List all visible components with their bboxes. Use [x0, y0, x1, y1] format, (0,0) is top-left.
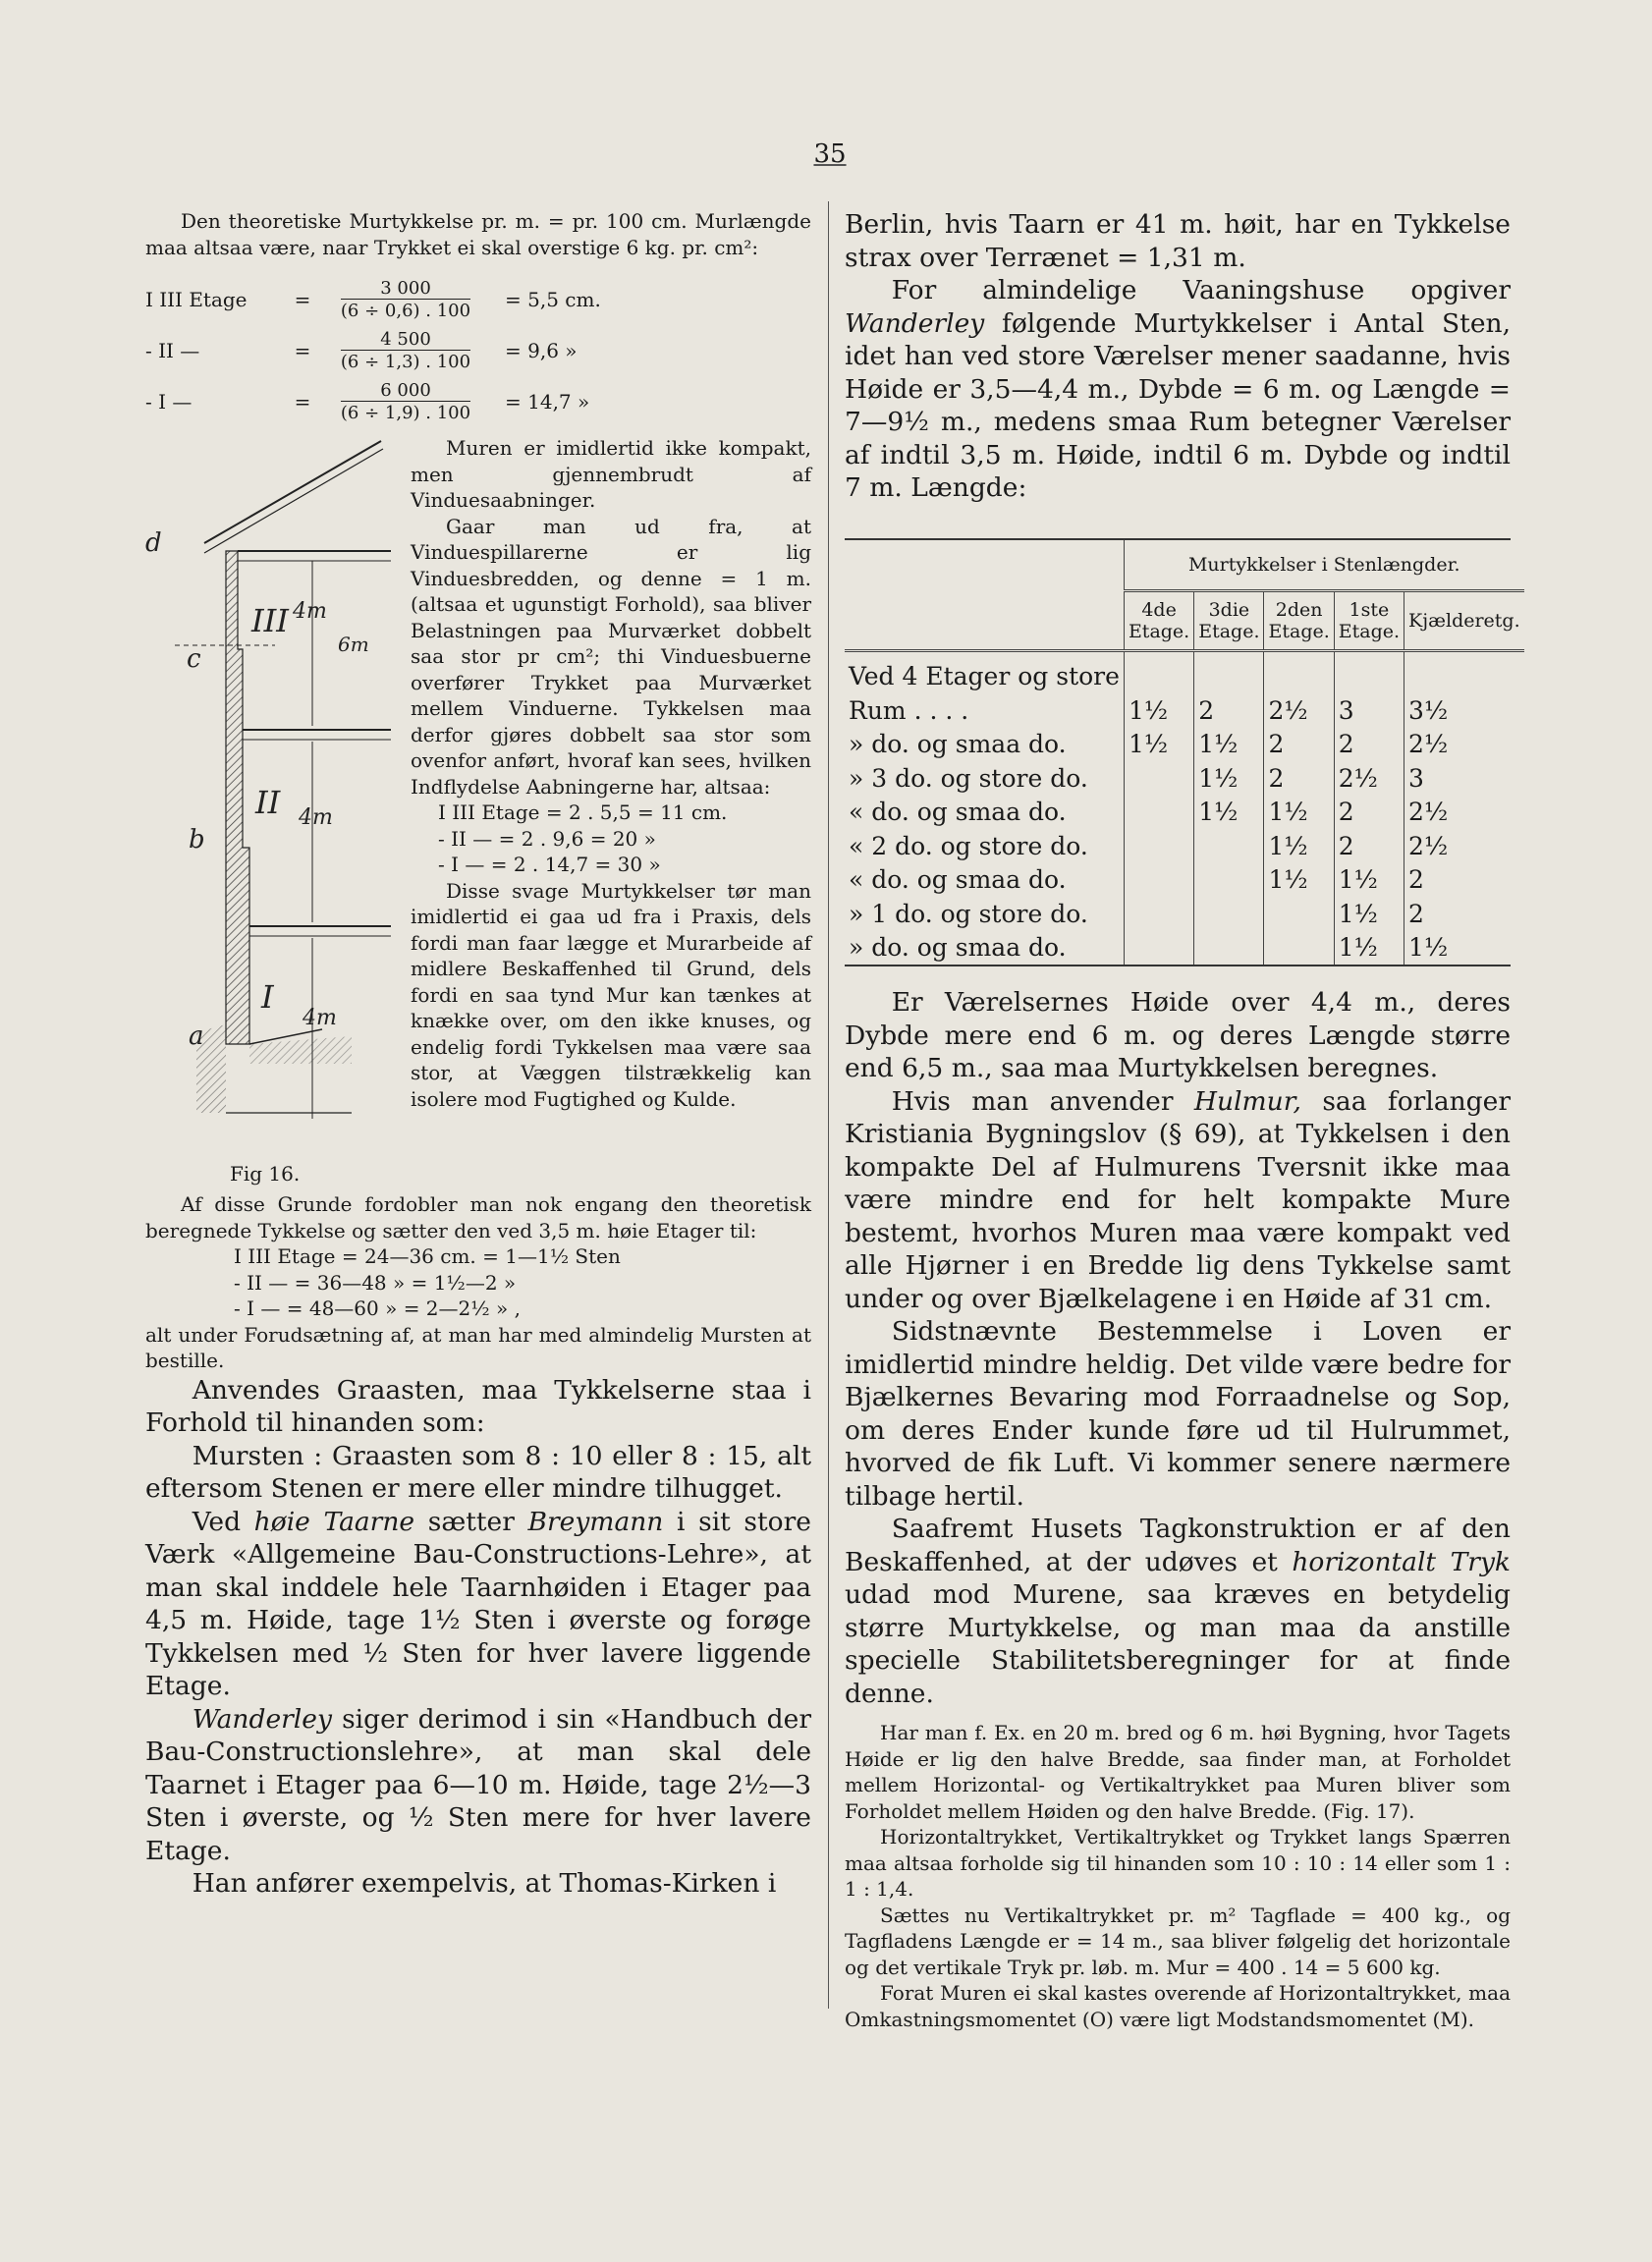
- table-cell: 1½: [1264, 863, 1334, 898]
- height-label-III: 4m: [293, 599, 327, 624]
- table-cell: 1½: [1194, 796, 1264, 830]
- paragraph: Mursten : Graasten som 8 : 10 eller 8 : 15, alt eftersom Stenen er mere eller mindre tilhugget.: [145, 1440, 811, 1504]
- table-cell: 1½: [1264, 829, 1334, 863]
- paragraph: alt under Forudsætning af, at man har med almindelig Mursten at bestille.: [145, 1322, 811, 1372]
- table-cell: [1194, 863, 1264, 898]
- table-row: [845, 728, 1524, 762]
- table-cell: 1½: [1194, 728, 1264, 762]
- result-line: - I — = 2 . 14,7 = 30 »: [438, 853, 661, 876]
- row-label: » do. og smaa do.: [849, 933, 1067, 963]
- result-line: I III Etage = 2 . 5,5 = 11 cm.: [438, 800, 728, 824]
- floor-label-I: I: [261, 978, 274, 1016]
- text-run-italic: høie Taarne: [253, 1506, 415, 1537]
- wall-hatch: [226, 551, 249, 1044]
- table-corner: [845, 540, 1124, 591]
- table-cell: 1½: [1334, 931, 1404, 965]
- table-cell: 2½: [1404, 728, 1524, 762]
- text-run-italic: horizontalt Tryk: [1292, 1546, 1511, 1577]
- paragraph: Sættes nu Vertikaltrykket pr. m² Tagflade = 400 kg., og Tagfladens Længde er = 14 m., saa bliver følgelig det horizontale og det vertikale Tryk pr. løb. m. Mur = 400 . 14 = 5 600 kg.: [845, 1903, 1511, 1979]
- text-run: sætter: [414, 1506, 528, 1537]
- table-row: [845, 761, 1524, 796]
- column-header: 1ste Etage.: [1334, 590, 1404, 650]
- result-line: - II — = 2 . 9,6 = 20 »: [438, 826, 656, 851]
- figure-letter-d: d: [145, 528, 162, 558]
- doubling-list: [145, 1243, 811, 1322]
- row-label: » do. og smaa do.: [849, 730, 1067, 759]
- wall-section-figure: [145, 435, 411, 1162]
- right-column: [845, 208, 1520, 2032]
- intro-paragraph: Den theoretiske Murtykkelse pr. m. = pr. 100 cm. Murlængde maa altsaa være, naar Trykket ei skal overstige 6 kg. pr. cm²:: [145, 209, 811, 259]
- width-label-6m: 6m: [338, 633, 369, 656]
- table-cell: [1124, 796, 1193, 830]
- formula-result: = 9,6 »: [505, 339, 578, 362]
- formula-label: - I —: [145, 390, 193, 414]
- formula-row: [145, 325, 811, 376]
- formula-label: - II —: [145, 339, 200, 362]
- doubling-after: [145, 1322, 811, 1374]
- table-cell: 2: [1264, 728, 1334, 762]
- height-label-II: 4m: [299, 805, 333, 830]
- column-header: Kjælderetg.: [1404, 590, 1524, 650]
- table-row: [845, 931, 1524, 965]
- table-cell: 2: [1404, 863, 1524, 898]
- paragraph: Horizontaltrykket, Vertikaltrykket og Trykket langs Spærren maa altsaa forholde sig til hinanden som 10 : 10 : 14 eller som 1 : 1 : 1,4.: [845, 1825, 1511, 1901]
- row-label: « do. og smaa do.: [849, 798, 1067, 827]
- formula-eq: =: [294, 288, 311, 311]
- table-cell: [1124, 897, 1193, 931]
- text-run-italic: Hulmur,: [1193, 1085, 1301, 1117]
- paragraph: [145, 1506, 811, 1703]
- table-group-header: Murtykkelser i Stenlængder.: [1124, 540, 1523, 591]
- figure-letter-b: b: [189, 825, 205, 855]
- table-cell: 2: [1334, 829, 1404, 863]
- formula-row: [145, 274, 811, 325]
- table-cell: [1124, 931, 1193, 965]
- table-row: [845, 796, 1524, 830]
- figure-16-block: [145, 435, 811, 1191]
- text-run: udad mod Murene, saa kræves en betydelig større Murtykkelse, og man maa da anstille specielle Stabilitetsberegninger for at finde denne.: [845, 1579, 1511, 1709]
- table-cell: 3: [1404, 761, 1524, 796]
- table-row: [845, 863, 1524, 898]
- text-run: siger derimod i sin «Handbuch der Bau-Constructionslehre», at man skal dele Taarnet i Etager paa 6—10 m. Høide, tage 2½—3 Sten i øverste, og ½ Sten mere for hver lavere Etage.: [145, 1703, 811, 1866]
- table-cell: 3: [1334, 693, 1404, 728]
- row-label: Ved 4 Etager og store: [849, 662, 1120, 691]
- row-label: » 1 do. og store do.: [849, 899, 1088, 928]
- main-text-left: [145, 1374, 811, 1901]
- column-divider: [828, 201, 829, 2009]
- text-run: For almindelige Vaaningshuse opgiver: [891, 275, 1511, 305]
- formula-denominator: (6 ÷ 1,9) . 100: [340, 402, 471, 423]
- table-cell: [1264, 650, 1334, 693]
- left-column: [145, 208, 811, 1901]
- table-cell: 1½: [1124, 728, 1193, 762]
- formula-numerator: 3 000: [380, 277, 431, 299]
- formula-result: = 14,7 »: [505, 390, 590, 414]
- table-cell: 1½: [1264, 796, 1334, 830]
- table-cell: 1½: [1334, 863, 1404, 898]
- table-cell: [1124, 829, 1193, 863]
- table-cell: [1264, 897, 1334, 931]
- intro-text: [145, 208, 811, 260]
- text-run: følgende Murtykkelser i Antal Sten, idet han ved store Værelser mener saadanne, hvis Høide er 3,5—4,4 m., Dybde = 6 m. og Længde = 7—9½ m., medens smaa Rum betegner Værelser af indtil 3,5 m. Høide, indtil 6 m. Dybde og indtil 7 m. Længde:: [845, 307, 1511, 503]
- floor-label-II: II: [255, 784, 281, 821]
- table-cell: [1124, 863, 1193, 898]
- list-item: I III Etage = 24—36 cm. = 1—1½ Sten: [234, 1244, 621, 1268]
- page-number: 35: [813, 139, 847, 169]
- formula-fraction: [322, 279, 489, 321]
- column-header: 4de Etage.: [1124, 590, 1193, 650]
- row-label: Rum . . . .: [849, 695, 969, 725]
- table-cell: 2½: [1404, 796, 1524, 830]
- floor-label-III: III: [251, 602, 289, 639]
- figure-letter-a: a: [189, 1021, 204, 1051]
- table-cell: [1194, 897, 1264, 931]
- formula-numerator: 6 000: [380, 379, 431, 401]
- paragraph: [845, 1085, 1511, 1316]
- formula-denominator: (6 ÷ 1,3) . 100: [340, 351, 471, 372]
- text-run-italic: Wanderley: [192, 1703, 332, 1735]
- paragraph: [845, 274, 1511, 505]
- figure-caption: Fig 16.: [230, 1162, 301, 1186]
- small-text-right: [845, 1720, 1511, 2032]
- doubling-section: [145, 1191, 811, 1243]
- text-run: Hvis man anvender: [891, 1085, 1194, 1117]
- table-cell: 2½: [1264, 693, 1334, 728]
- formula-numerator: 4 500: [380, 328, 431, 350]
- table-cell: 2½: [1334, 761, 1404, 796]
- table-cell: 2: [1194, 693, 1264, 728]
- paragraph: Er Værelsernes Høide over 4,4 m., deres Dybde mere end 6 m. og deres Længde større end 6,5 m., saa maa Murtykkelsen beregnes.: [845, 987, 1511, 1083]
- text-run: Saafremt Husets Tagkonstruktion er af den Beskaffenhed, at der udøves et: [845, 1514, 1511, 1577]
- table-cell: 1½: [1404, 931, 1524, 965]
- table-cell: 1½: [1194, 761, 1264, 796]
- text-run: i sit store Værk «Allgemeine Bau-Constructions-Lehre», at man skal inddele hele Taarnhøiden i Etager paa 4,5 m. Høide, tage 1½ Sten i øverste og forøge Tykkelsen med ½ Sten for hver lavere liggende Etage.: [145, 1506, 811, 1701]
- paragraph: Muren er imidlertid ikke kompakt, men gjennembrudt af Vinduesaabninger.: [411, 436, 811, 512]
- paragraph: Han anfører exempelvis, at Thomas-Kirken i: [192, 1868, 777, 1899]
- table-cell: [1124, 761, 1193, 796]
- table-body: [845, 650, 1524, 965]
- text-run: Ved: [192, 1506, 254, 1537]
- wall-thickness-table: [845, 538, 1520, 967]
- table-cell: 1½: [1124, 693, 1193, 728]
- paragraph: Anvendes Graasten, maa Tykkelserne staa i Forhold til hinanden som:: [145, 1374, 811, 1438]
- table-corner-lower: [845, 590, 1124, 650]
- row-label: « do. og smaa do.: [849, 865, 1067, 895]
- table-cell: 2: [1264, 761, 1334, 796]
- main-text-right-2: [845, 986, 1511, 1710]
- table-cell: [1194, 650, 1264, 693]
- roof-line: [204, 441, 381, 543]
- table-row: [845, 829, 1524, 863]
- row-label: « 2 do. og store do.: [849, 831, 1088, 860]
- table-cell: 2: [1404, 897, 1524, 931]
- formula-result: = 5,5 cm.: [505, 288, 601, 311]
- table-cell: [1404, 650, 1524, 693]
- row-label: » 3 do. og store do.: [849, 763, 1088, 793]
- formula-label: I III Etage: [145, 288, 248, 311]
- formula-block: [145, 274, 811, 427]
- table-cell: 3½: [1404, 693, 1524, 728]
- table-cell: 2: [1334, 796, 1404, 830]
- figure-side-text: [411, 435, 811, 1112]
- paragraph: Berlin, hvis Taarn er 41 m. høit, har en Tykkelse strax over Terrænet = 1,31 m.: [845, 209, 1511, 273]
- formula-eq: =: [294, 339, 311, 362]
- table-cell: [1334, 650, 1404, 693]
- paragraph: Af disse Grunde fordobler man nok engang den theoretisk beregnede Tykkelse og sætter den ved 3,5 m. høie Etager til:: [145, 1192, 811, 1242]
- height-label-I: 4m: [303, 1006, 337, 1030]
- formula-fraction: [322, 330, 489, 372]
- column-header: 3die Etage.: [1194, 590, 1264, 650]
- formula-eq: =: [294, 390, 311, 414]
- list-item: - II — = 36—48 » = 1½—2 »: [234, 1270, 517, 1295]
- formula-denominator: (6 ÷ 0,6) . 100: [340, 300, 471, 321]
- text-run-italic: Breymann: [527, 1506, 664, 1537]
- figure-letter-c: c: [187, 644, 201, 674]
- paragraph: Sidstnævnte Bestemmelse i Loven er imidlertid mindre heldig. Det vilde være bedre for Bjælkernes Bevaring mod Forraadnelse og Sop, om deres Ender kunde føre ud til Hulrummet, hvorved de fik Luft. Vi kommer senere nærmere tilbage hertil.: [845, 1316, 1511, 1512]
- table-cell: [1124, 650, 1193, 693]
- paragraph: Gaar man ud fra, at Vinduespillarerne er lig Vinduesbredden, og denne = 1 m. (altsaa et ugunstigt Forhold), saa bliver Belastningen paa Murværket dobbelt saa stor pr cm²; thi Vinduesbuerne overfører Trykket paa Murværket mellem Vinduerne. Tykkelsen maa derfor gjøres dobbelt saa stor som ovenfor anført, hvoraf kan sees, hvilken Indflydelse Aabningerne har, altsaa:: [411, 514, 811, 799]
- table-row: [845, 897, 1524, 931]
- table-cell: 2½: [1404, 829, 1524, 863]
- table-cell: 1½: [1334, 897, 1404, 931]
- formula-row: [145, 376, 811, 427]
- paragraph: [845, 1513, 1511, 1710]
- main-text-right: [845, 208, 1511, 505]
- paragraph: Har man f. Ex. en 20 m. bred og 6 m. høi Bygning, hvor Tagets Høide er lig den halve Bredde, saa finder man, at Forholdet mellem Horizontal- og Vertikaltrykket paa Muren bliver som Forholdet mellem Høiden og den halve Bredde. (Fig. 17).: [845, 1721, 1511, 1823]
- table-cell: [1194, 829, 1264, 863]
- paragraph: Forat Muren ei skal kastes overende af Horizontaltrykket, maa Omkastningsmomentet (O) være ligt Modstandsmomentet (M).: [845, 1981, 1511, 2031]
- formula-fraction: [322, 381, 489, 423]
- table-row: [845, 650, 1524, 693]
- table-cell: [1194, 931, 1264, 965]
- table-cell: [1264, 931, 1334, 965]
- paragraph: Disse svage Murtykkelser tør man imidlertid ei gaa ud fra i Praxis, dels fordi man faar lægge et Murarbeide af midlere Beskaffenhed til Grund, dels fordi en saa tynd Mur kan tænkes at knække over, om den ikke knuses, og endelig fordi Tykkelsen maa være saa stor, at Væggen tilstrækkelig kan isolere mod Fugtighed og Kulde.: [411, 878, 811, 1111]
- text-run-italic: Wanderley: [845, 307, 985, 339]
- table-row: [845, 693, 1524, 728]
- list-item: - I — = 48—60 » = 2—2½ » ,: [234, 1297, 521, 1320]
- paragraph: [145, 1703, 811, 1868]
- text-run: saa forlanger Kristiania Bygningslov (§ 69), at Tykkelsen i den kompakte Del af Hulmurens Tversnit ikke maa være mindre end for helt kompakte Mure bestemt, hvorhos Muren maa være kompakt ved alle Hjørner i en Bredde lig dens Tykkelse samt under og over Bjælkelagene i en Høide af 31 cm.: [845, 1085, 1511, 1314]
- table-cell: 2: [1334, 728, 1404, 762]
- column-header: 2den Etage.: [1264, 590, 1334, 650]
